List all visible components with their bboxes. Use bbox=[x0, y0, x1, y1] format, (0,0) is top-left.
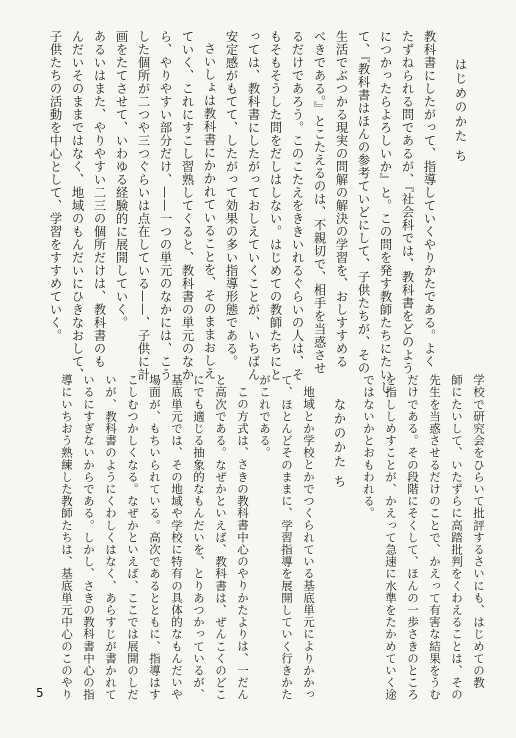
text-line: たずねられる問であるが、『社会科では、教科書をどのよう bbox=[400, 30, 414, 375]
text-line: て、ほとんどそのままに、学習指導を展開していく行きかた bbox=[280, 374, 294, 701]
text-line: さいしょは教科書にかかれていることを、そのままおしえ bbox=[202, 42, 216, 380]
text-line: いが、教科書のようにくわしくはなく、あらすじが書かれて bbox=[104, 374, 118, 701]
text-line: っては、教科書にしたがっておしえていくことが、いちばん bbox=[246, 30, 260, 381]
text-line: 場面が、もちいられている。高次であるとともに、指導はす bbox=[148, 374, 162, 701]
text-line: 画をたてさせて、いわゆる経験的に展開していく。 bbox=[114, 30, 128, 329]
text-line: あるいはまた、やりやすい二三の個所だけは、教科書のも bbox=[92, 30, 106, 368]
text-line: だけである。その段階にそくして、ほんの一歩さきのところ bbox=[406, 374, 420, 701]
text-line: 導にいちおう熟練した教師たちは、基底単元中心のこのやり bbox=[60, 374, 74, 701]
text-line: いるにすぎないからである。しかし、さきの教科書中心の指 bbox=[82, 374, 96, 701]
page-number: 5 bbox=[36, 686, 44, 700]
text-line: 基底単元では、その地域や学校に特有の具体的なもんだいや bbox=[170, 374, 184, 701]
text-line: 師にたいして、いたずらに高踏批判をくわえることは、その bbox=[450, 374, 464, 701]
section-heading-first-form: はじめのかた ち bbox=[453, 58, 467, 165]
text-line: した個所が二つや三つぐらいは点在している——、子供に計 bbox=[136, 30, 150, 381]
text-line: 学校で研究会をひらいて批評するさいにも、はじめての教 bbox=[472, 374, 486, 689]
text-line: がこれである。 bbox=[258, 374, 272, 459]
text-line: 地域とか学校とかでつくられている基底単元によりかかっ bbox=[302, 386, 316, 701]
text-line: こしむつかしくなる。なぜかといえば、ここでは展開のしだ bbox=[126, 374, 140, 701]
text-line: もそもそうした問をだしはしない。はじめての教師たちにと bbox=[268, 30, 282, 381]
text-line: ていく、これにすこし習熟してくると、教科書の単元のなか bbox=[180, 30, 194, 381]
section-heading-middle-form: なかのかた ち bbox=[332, 398, 346, 490]
text-line: んだいそのままではなく、地域のもんだいにひきなおして、 bbox=[70, 30, 84, 381]
text-line: この方式は、さきの教科書中心のやりかたよりは、一だん bbox=[236, 386, 250, 701]
text-line: を指ししめすことが、かえって急速に水準をたかめていく途 bbox=[384, 374, 398, 701]
text-line: ではないかとおもわれる。 bbox=[362, 374, 376, 520]
text-line: 生活でぶつかる現実の問解の解決の学習を、おしすすめる bbox=[334, 30, 348, 368]
text-line: 安定感がもてて、したがって効果の多い指導形態である。 bbox=[224, 30, 238, 368]
text-line: 子供たちの活動を中心として、学習をすすめていく。 bbox=[48, 30, 62, 342]
text-line: ら、やりやすい部分だけ、——一つの単元のなかには、こう bbox=[158, 30, 172, 381]
text-line: 教科書にしたがって、指導していくやりかたである。よく bbox=[422, 30, 436, 368]
text-line: と高次である。なぜかといえば、教科書は、ぜんこくのどこ bbox=[214, 374, 228, 701]
text-line: べきである。』とこたえるのは、不親切で、相手を当惑させ bbox=[312, 30, 326, 375]
text-line: にでも適じる抽象的なもんだいを、とりあつかっているが、 bbox=[192, 374, 206, 701]
text-line: 先生を当惑させるだけのことで、かえって有害な結果をうむ bbox=[428, 374, 442, 701]
text-line: るだけであろう。このこたえをききいれるぐらいの人は、そ bbox=[290, 30, 304, 381]
text-line: て、『教科書はほんの参考ていどにして、子供たちが、その bbox=[356, 30, 370, 375]
text-line: につかったらよろしいか』と。この問を発す教師たちにたいし bbox=[378, 30, 392, 394]
